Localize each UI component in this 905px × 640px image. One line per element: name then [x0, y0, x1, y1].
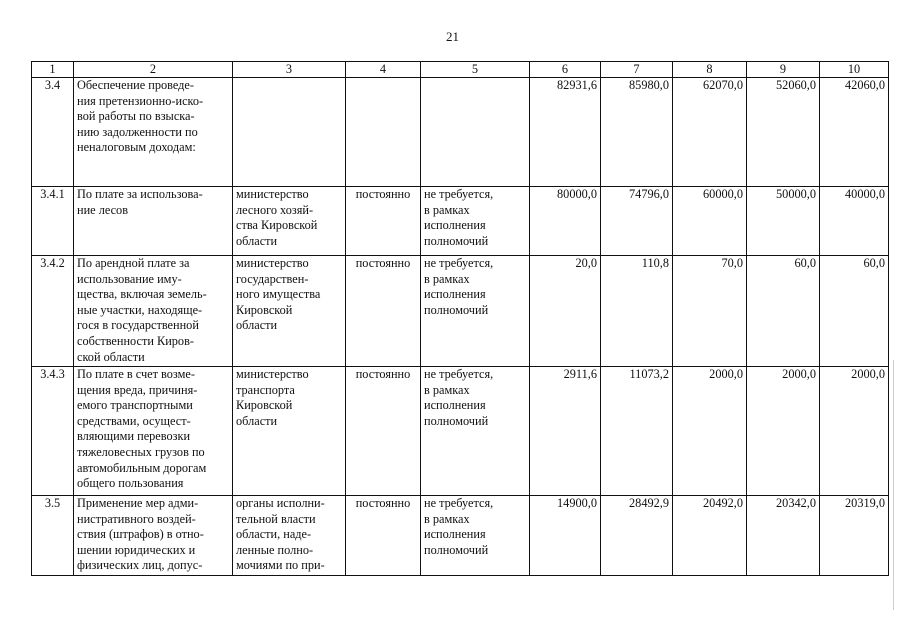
item-number: 3.4 [32, 78, 74, 187]
item-period: постоянно [346, 496, 421, 576]
table-row [32, 496, 889, 576]
column-header: 10 [820, 62, 889, 78]
value-cell: 52060,0 [747, 78, 820, 187]
item-executor: органы исполни- тельной власти области, наде- ленные полно- мочиями по при- [236, 496, 325, 573]
item-executor: министерство транспорта Кировской области [236, 367, 309, 428]
value-cell: 20492,0 [673, 496, 747, 576]
value-cell: 28492,9 [601, 496, 673, 576]
column-header: 8 [673, 62, 747, 78]
value-cell: 50000,0 [747, 187, 820, 256]
value-cell: 85980,0 [601, 78, 673, 187]
item-name: По плате в счет возме- щения вреда, причиня- емого транспортными средствами, осущест- вляющими перевозки тяжеловесных грузов по автомобильным дорогам общего пользования [77, 367, 207, 491]
column-header: 1 [32, 62, 74, 78]
item-funding: не требуется, в рамках исполнения полномочий [424, 496, 494, 557]
column-header: 2 [74, 62, 233, 78]
column-header: 3 [233, 62, 346, 78]
item-number: 3.4.1 [32, 187, 74, 256]
item-executor: министерство лесного хозяй- ства Кировской области [236, 187, 318, 248]
value-cell: 60000,0 [673, 187, 747, 256]
item-funding: не требуется, в рамках исполнения полномочий [424, 187, 494, 248]
column-number-row [32, 62, 889, 78]
value-cell: 20,0 [530, 256, 601, 367]
value-cell: 70,0 [673, 256, 747, 367]
item-funding: не требуется, в рамках исполнения полномочий [424, 367, 494, 428]
scan-edge-line [893, 360, 894, 610]
table-row [32, 78, 889, 187]
item-executor: министерство государствен- ного имущества Кировской области [236, 256, 321, 333]
item-number: 3.4.3 [32, 367, 74, 496]
value-cell: 40000,0 [820, 187, 889, 256]
value-cell: 14900,0 [530, 496, 601, 576]
item-name: По арендной плате за использование иму- щества, включая земель- ные участки, находяще- гося в государственной собственности Киров- ской области [77, 256, 207, 364]
column-header: 4 [346, 62, 421, 78]
item-name: По плате за использова- ние лесов [77, 187, 203, 217]
value-cell: 20319,0 [820, 496, 889, 576]
value-cell: 2911,6 [530, 367, 601, 496]
item-number: 3.5 [32, 496, 74, 576]
value-cell: 11073,2 [601, 367, 673, 496]
item-number: 3.4.2 [32, 256, 74, 367]
item-name: Обеспечение проведе- ния претензионно-иско- вой работы по взыска- нию задолженности по неналоговым доходам: [77, 78, 204, 155]
value-cell: 74796,0 [601, 187, 673, 256]
value-cell: 2000,0 [673, 367, 747, 496]
value-cell: 60,0 [820, 256, 889, 367]
item-period: постоянно [346, 367, 421, 496]
item-funding: не требуется, в рамках исполнения полномочий [424, 256, 494, 317]
page-number: 21 [446, 29, 459, 44]
item-period [346, 78, 421, 187]
table-row [32, 256, 889, 367]
value-cell: 60,0 [747, 256, 820, 367]
column-header: 5 [421, 62, 530, 78]
column-header: 7 [601, 62, 673, 78]
item-name: Применение мер адми- нистративного воздей- ствия (штрафов) в отно- шении юридических и физических лиц, допус- [77, 496, 204, 573]
table-row [32, 367, 889, 496]
item-period: постоянно [346, 256, 421, 367]
value-cell: 80000,0 [530, 187, 601, 256]
value-cell: 2000,0 [747, 367, 820, 496]
value-cell: 2000,0 [820, 367, 889, 496]
value-cell: 62070,0 [673, 78, 747, 187]
value-cell: 42060,0 [820, 78, 889, 187]
value-cell: 82931,6 [530, 78, 601, 187]
table-row [32, 187, 889, 256]
value-cell: 20342,0 [747, 496, 820, 576]
program-table [31, 61, 889, 576]
item-period: постоянно [346, 187, 421, 256]
column-header: 9 [747, 62, 820, 78]
value-cell: 110,8 [601, 256, 673, 367]
column-header: 6 [530, 62, 601, 78]
